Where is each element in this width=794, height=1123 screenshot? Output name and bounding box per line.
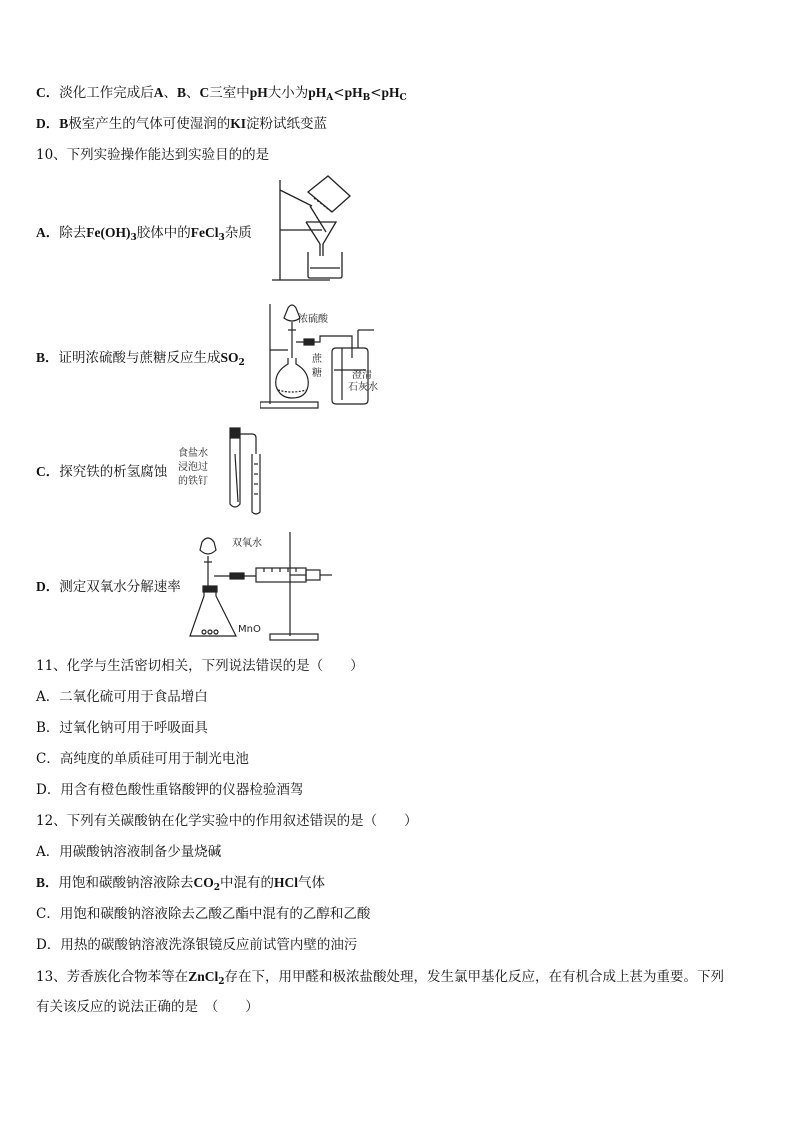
label-mno: MnO [238,624,261,635]
figure-sulfuric-sucrose [260,300,380,412]
question-13-stem-line2: 有关该反应的说法正确的是 （ ） [36,999,259,1015]
figure-filtration [270,172,362,288]
label-iron-nail: 的铁钉 [178,476,208,487]
label-limewater-2: 石灰水 [348,382,378,393]
label-sucrose-2: 糖 [312,368,322,379]
option-9d: D．B极室产生的气体可使湿润的KI淀粉试纸变蓝 [36,116,328,132]
option-10a: A．除去$Fe(OH)_3$胶体中的FeCl$_3$杂质 [36,225,252,243]
label-sucrose-1: 蔗 [312,354,322,365]
figure-iron-corrosion [172,424,278,520]
label-soaked: 浸泡过 [178,462,208,473]
figure-h2o2-decomposition [186,532,336,642]
option-10c: C．探究铁的析氢腐蚀 [36,464,168,480]
question-13-stem: 13、芳香族化合物苯等在ZnCl$_2$存在下，用甲醛和极浓盐酸处理，发生氯甲基化反应，在有机合成上甚为重要。下列 [36,969,724,987]
question-11-stem: 11、化学与生活密切相关，下列说法错误的是（ ） [36,658,364,674]
label-conc-sulfuric-acid: 浓硫酸 [298,314,328,325]
label-salt-water: 食盐水 [178,448,208,459]
option-11c: C．高纯度的单质硅可用于制光电池 [36,751,249,767]
question-10-stem: 10、下列实验操作能达到实验目的的是 [36,147,270,163]
option-11a: A．二氧化硫可用于食品增白 [36,689,208,705]
option-12c: C．用饱和碳酸钠溶液除去乙酸乙酯中混有的乙醇和乙酸 [36,906,371,922]
option-12b: B．用饱和碳酸钠溶液除去$CO_2$中混有的HCl气体 [36,875,326,893]
option-11d: D．用含有橙色酸性重铬酸钾的仪器检验酒驾 [36,782,304,798]
label-limewater-1: 澄清 [352,370,372,381]
option-11b: B．过氧化钠可用于呼吸面具 [36,720,208,736]
option-10d: D．测定双氧水分解速率 [36,579,181,595]
option-9c: C．淡化工作完成后A、B、C三室中pH大小为$pH_A<pH_B<pH_C$ [36,85,407,103]
label-hydrogen-peroxide: 双氧水 [232,538,262,549]
option-10b: B．证明浓硫酸与蔗糖反应生成$SO_2$ [36,350,245,368]
option-12d: D．用热的碳酸钠溶液洗涤银镜反应前试管内壁的油污 [36,937,358,953]
question-12-stem: 12、下列有关碳酸钠在化学实验中的作用叙述错误的是（ ） [36,813,418,829]
option-12a: A．用碳酸钠溶液制备少量烧碱 [36,844,222,860]
